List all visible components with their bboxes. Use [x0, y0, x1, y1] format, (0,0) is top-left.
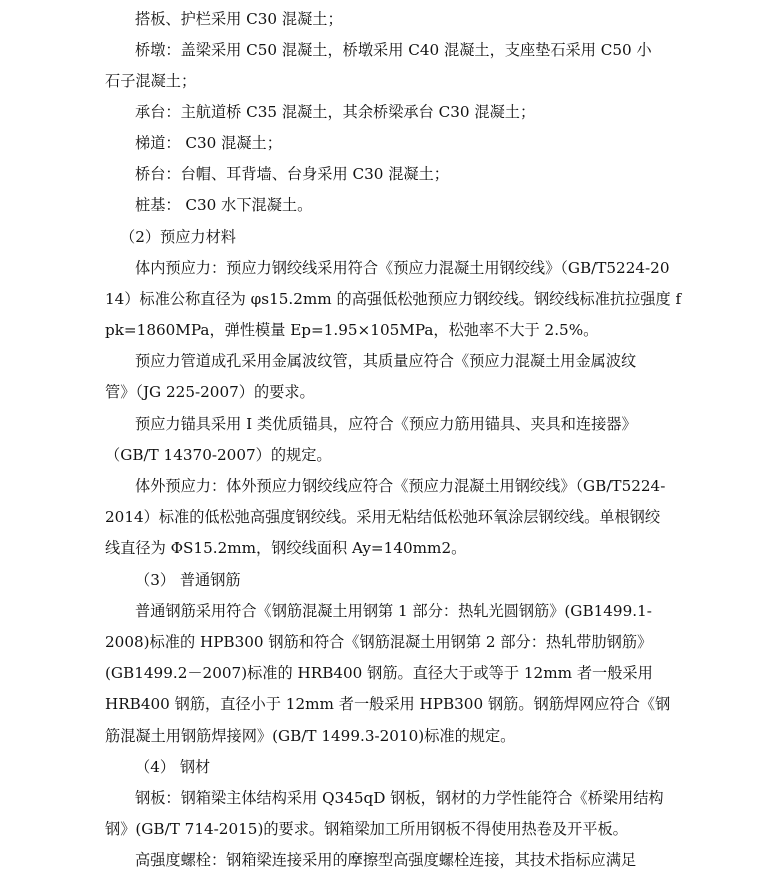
text-line: 高强度螺栓：钢箱梁连接采用的摩擦型高强度螺栓连接，其技术指标应满足 — [135, 851, 637, 869]
text-line: （GB/T 14370-2007）的规定。 — [105, 446, 332, 464]
text-line: 线直径为 ΦS15.2mm，钢绞线面积 Ay=140mm2。 — [105, 539, 467, 557]
text-line: 预应力锚具采用 I 类优质锚具，应符合《预应力筋用锚具、夹具和连接器》 — [135, 415, 637, 433]
text-line: 承台：主航道桥 C35 混凝土，其余桥梁承台 C30 混凝土； — [135, 103, 536, 121]
text-line: 预应力管道成孔采用金属波纹管，其质量应符合《预应力混凝土用金属波纹 — [135, 352, 637, 370]
text-line: pk=1860MPa，弹性模量 Ep=1.95×105MPa，松弛率不大于 2.5%。 — [105, 321, 599, 339]
text-line: 搭板、护栏采用 C30 混凝土； — [135, 10, 343, 28]
text-line: HRB400 钢筋，直径小于 12mm 者一般采用 HPB300 钢筋。钢筋焊网应符合《钢 — [105, 695, 671, 713]
text-line: 桥台：台帽、耳背墙、台身采用 C30 混凝土； — [135, 165, 449, 183]
section-heading: （3） 普通钢筋 — [135, 571, 241, 589]
text-line: 管》（JG 225-2007）的要求。 — [105, 383, 315, 401]
section-heading: （2）预应力材料 — [120, 228, 236, 246]
text-line: 体内预应力：预应力钢绞线采用符合《预应力混凝土用钢绞线》（GB/T5224-20 — [135, 259, 670, 277]
text-line: 14）标准公称直径为 φs15.2mm 的高强低松弛预应力钢绞线。钢绞线标准抗拉强度 f — [105, 290, 682, 308]
text-line: (GB1499.2－2007)标准的 HRB400 钢筋。直径大于或等于 12mm 者一般采用 — [105, 664, 653, 682]
text-line: 2014）标准的低松弛高强度钢绞线。采用无粘结低松弛环氧涂层钢绞线。单根钢绞 — [105, 508, 661, 526]
text-line: 2008)标准的 HPB300 钢筋和符合《钢筋混凝土用钢第 2 部分：热轧带肋钢筋》 — [105, 633, 653, 651]
section-heading: （4） 钢材 — [135, 758, 211, 776]
text-line: 钢板：钢箱梁主体结构采用 Q345qD 钢板，钢材的力学性能符合《桥梁用结构 — [135, 789, 664, 807]
text-line: 体外预应力：体外预应力钢绞线应符合《预应力混凝土用钢绞线》（GB/T5224- — [135, 477, 666, 495]
text-line: 桩基： C30 水下混凝土。 — [135, 196, 313, 214]
text-line: 钢》(GB/T 714-2015)的要求。钢箱梁加工所用钢板不得使用热卷及开平板。 — [105, 820, 628, 838]
text-line: 桥墩：盖梁采用 C50 混凝土，桥墩采用 C40 混凝土，支座垫石采用 C50 小 — [135, 41, 652, 59]
text-line: 筋混凝土用钢筋焊接网》(GB/T 1499.3-2010)标准的规定。 — [105, 727, 516, 745]
text-line: 普通钢筋采用符合《钢筋混凝土用钢第 1 部分：热轧光圆钢筋》(GB1499.1- — [135, 602, 652, 620]
text-line: 石子混凝土； — [105, 72, 197, 90]
text-line: 梯道： C30 混凝土； — [135, 134, 282, 152]
